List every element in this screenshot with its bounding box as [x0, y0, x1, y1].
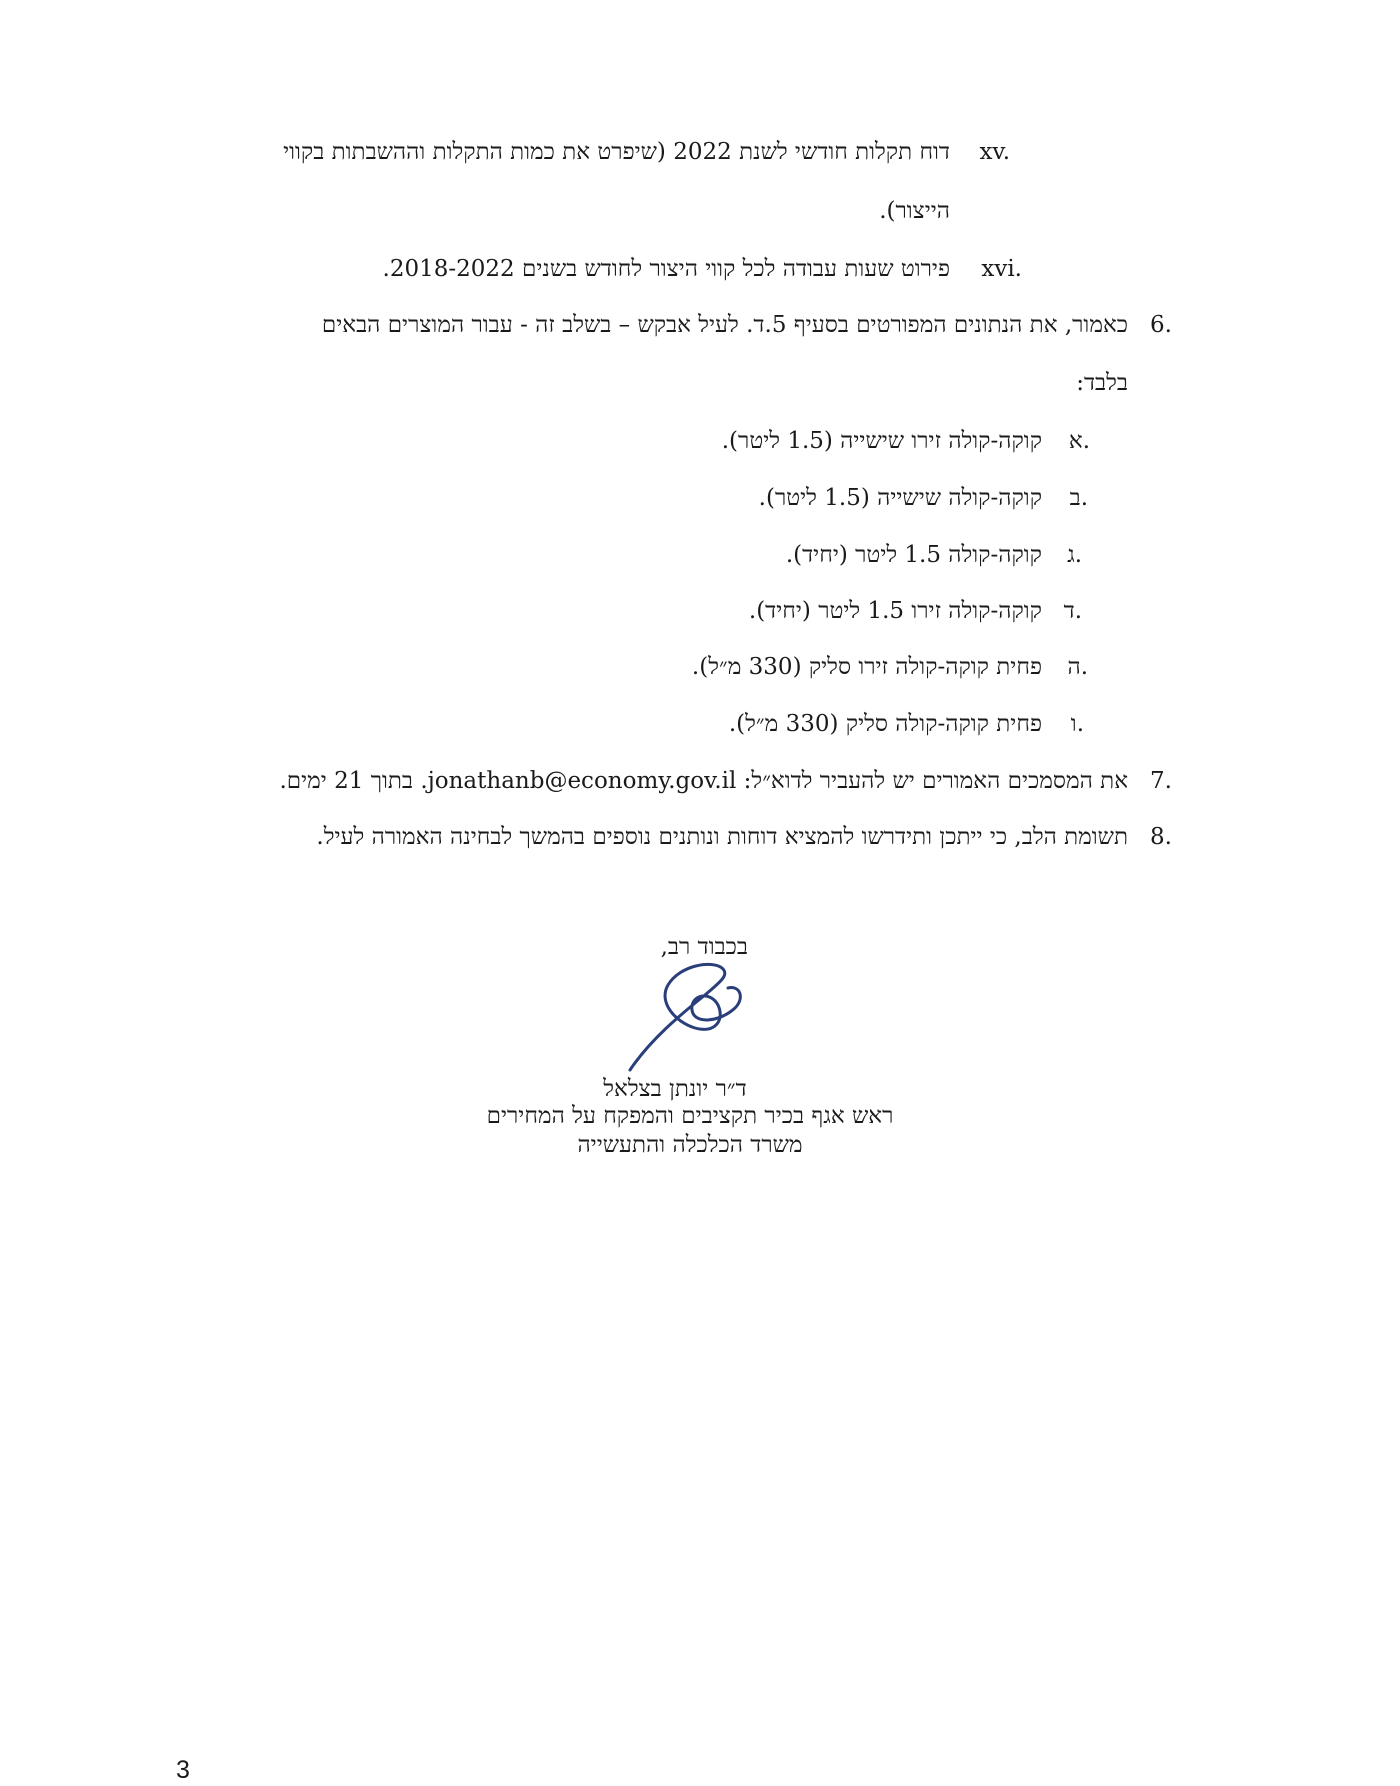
signature-image	[620, 960, 750, 1075]
item-marker-7: 7.	[1150, 768, 1172, 794]
signer-title: ראש אגף בכיר תקציבים והמפקח על המחירים	[486, 1103, 894, 1129]
signer-office: משרד הכלכלה והתעשייה	[577, 1132, 803, 1158]
item-6-line1: כאמור, את הנתונים המפורטים בסעיף 5.ד. לעיל אבקש – בשלב זה - עבור המוצרים הבאים	[321, 312, 1128, 338]
item-7-text: את המסמכים האמורים יש להעביר לדוא״ל: jonathanb@economy.gov.il. בתוך 21 ימים.	[279, 768, 1128, 794]
sub-marker: ג.	[1067, 542, 1082, 568]
sub-item: קוקה-קולה שישייה (1.5 ליטר).	[758, 485, 1042, 511]
item-marker-8: 8.	[1150, 824, 1172, 850]
item-marker-xvi: xvi.	[981, 256, 1022, 282]
sub-item: קוקה-קולה 1.5 ליטר (יחיד).	[785, 542, 1042, 568]
item-8-text: תשומת הלב, כי ייתכן ותידרשו להמציא דוחות ונותנים נוספים בהמשך לבחינה האמורה לעיל.	[316, 824, 1128, 850]
item-xv-line1: דוח תקלות חודשי לשנת 2022 (שיפרט את כמות התקלות וההשבתות בקווי	[283, 139, 950, 165]
sub-marker: ד.	[1063, 598, 1082, 624]
sub-item: פחית קוקה-קולה סליק (330 מ״ל).	[728, 711, 1042, 737]
sub-marker: א.	[1068, 428, 1090, 454]
item-marker-xv: xv.	[979, 139, 1010, 165]
sub-item: קוקה-קולה זירו 1.5 ליטר (יחיד).	[748, 598, 1042, 624]
signature-stroke	[630, 964, 740, 1070]
sub-marker: ב.	[1069, 485, 1088, 511]
item-xv-line2: הייצור).	[879, 198, 950, 224]
sub-item: פחית קוקה-קולה זירו סליק (330 מ״ל).	[691, 654, 1042, 680]
sub-marker: ה.	[1067, 654, 1088, 680]
item-marker-6: 6.	[1150, 312, 1172, 338]
sub-marker: ו.	[1070, 711, 1084, 737]
item-6-line2: בלבד:	[1076, 370, 1128, 396]
signer-name: ד״ר יונתן בצלאל	[603, 1076, 747, 1102]
page-number: 3	[176, 1756, 190, 1784]
closing: בכבוד רב,	[660, 934, 748, 960]
item-xvi-text: פירוט שעות עבודה לכל קווי היצור לחודש בשנים 2018-2022.	[382, 256, 950, 282]
sub-item: קוקה-קולה זירו שישייה (1.5 ליטר).	[721, 428, 1042, 454]
